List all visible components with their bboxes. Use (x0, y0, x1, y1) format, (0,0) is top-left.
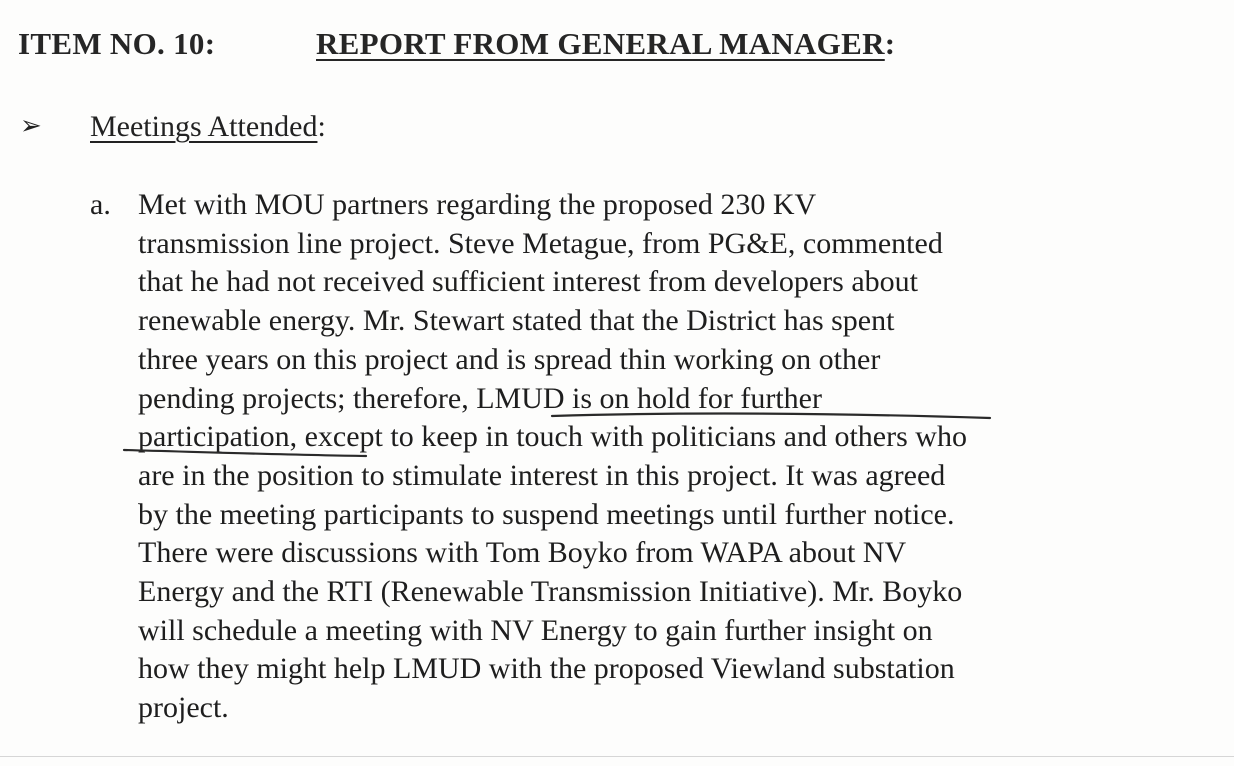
paragraph-line: transmission line project. Steve Metague, from PG&E, commented (138, 226, 943, 260)
list-item-marker: a. (90, 188, 111, 221)
paragraph-line: that he had not received sufficient interest from developers about (138, 265, 918, 299)
paragraph-line: Met with MOU partners regarding the proposed 230 KV (138, 188, 817, 221)
section-heading (20, 110, 326, 144)
page-edge-divider (0, 756, 1234, 757)
item-heading (18, 26, 895, 62)
section-title-colon: : (317, 110, 326, 143)
list-item-body (138, 186, 1178, 728)
paragraph-line: project. (138, 691, 229, 725)
paragraph-line: There were discussions with Tom Boyko from WAPA about NV (138, 536, 907, 570)
paragraph-line: pending projects; therefore, LMUD is on hold for further (138, 381, 822, 415)
arrow-bullet-icon: ➢ (20, 111, 42, 140)
paragraph-line: three years on this project and is spread thin working on other (138, 342, 881, 376)
item-number: ITEM NO. 10: (18, 26, 216, 61)
paragraph-line: by the meeting participants to suspend meetings until further notice. (138, 497, 955, 531)
paragraph-line: will schedule a meeting with NV Energy to gain further insight on (138, 613, 933, 647)
paragraph-line: how they might help LMUD with the proposed Viewland substation (138, 652, 955, 686)
report-title: REPORT FROM GENERAL MANAGER (316, 26, 885, 61)
list-item-a (90, 186, 1190, 728)
paragraph-line: Energy and the RTI (Renewable Transmission Initiative). Mr. Boyko (138, 575, 963, 609)
section-title: Meetings Attended (90, 110, 318, 143)
paragraph-line: participation, except to keep in touch with politicians and others who (138, 420, 967, 454)
paragraph-line: are in the position to stimulate interest in this project. It was agreed (138, 458, 946, 492)
report-title-colon: : (884, 26, 896, 61)
paragraph-line: renewable energy. Mr. Stewart stated that the District has spent (138, 304, 895, 338)
